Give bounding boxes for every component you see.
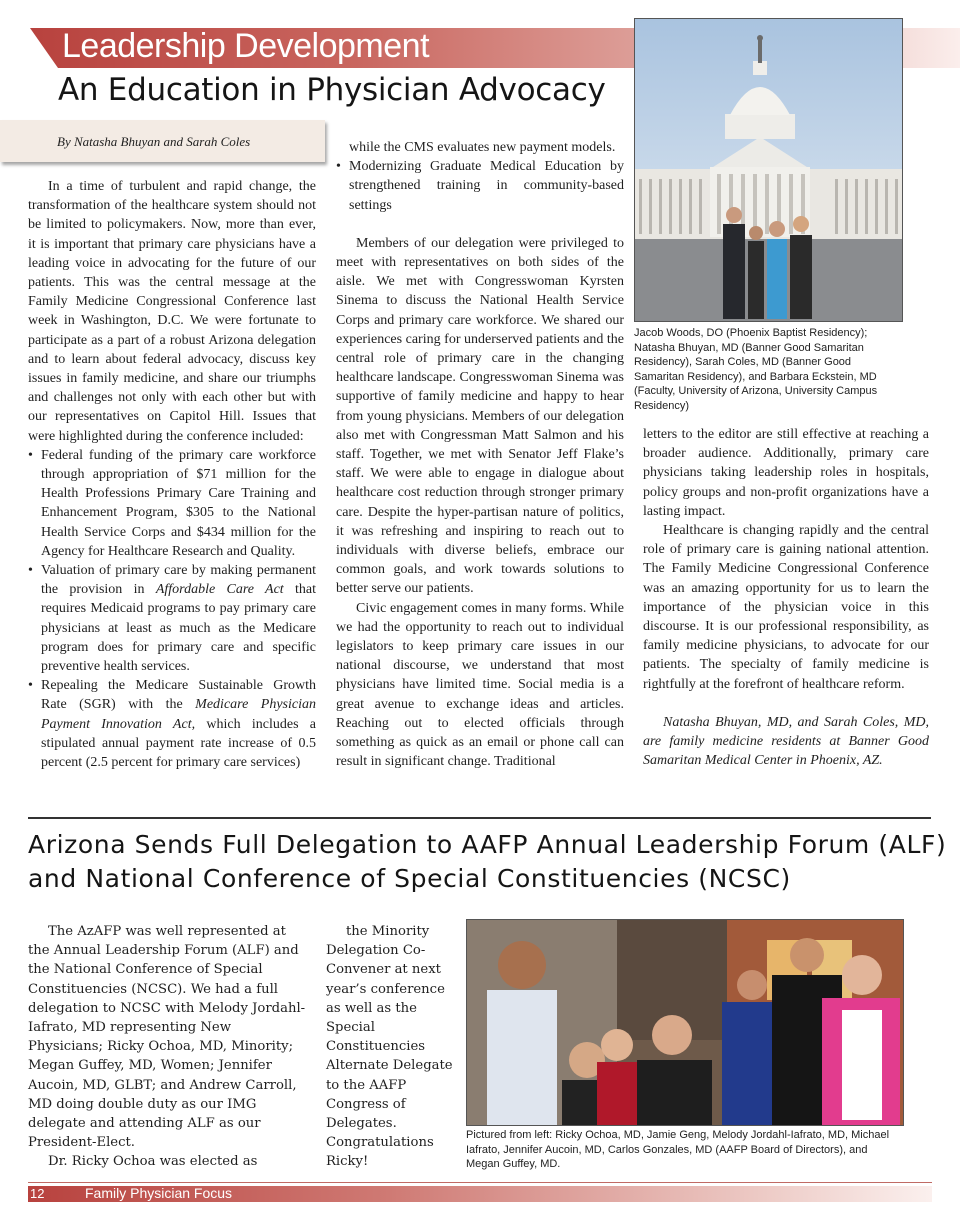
bullet-text: Repealing the Medicare Sustainable Growth Rate (SGR) with the (41, 678, 316, 713)
second-article-column-2 (326, 922, 456, 1172)
section-label: Leadership Development (62, 27, 430, 65)
bullet-text: Modernizing Graduate Medical Education by strengthened training in community-based settings (349, 159, 624, 213)
bullet-text: which includes a stipulated annual payment rate increase of 0.5 percent (2.5 percent for primary care services) (41, 716, 317, 771)
bullet-text: Federal funding of the primary care workforce through appropriation of $71 million for the Health Professions Primary Care Training and Enhancement Program, $305 to the National Health Service Corps and $434 million for the Agency for Healthcare Research and Quality. (41, 447, 316, 559)
civic-paragraph: Civic engagement comes in many forms. While we had the opportunity to reach out to individual legislators to keep primary care issues in our national discourse, we understand that most physicians have limited time. Social media is a great avenue to exchange ideas and articles. Reaching out to elected officials through something as quick as an email or phone call can result in significant change. Traditional (336, 600, 624, 770)
list-item (41, 561, 316, 676)
bullet-text: while the CMS evaluates new payment models. (349, 140, 616, 155)
bullet-text: Valuation of primary care by making permanent the provision in (41, 563, 316, 598)
footer-rule (28, 1182, 932, 1183)
group-photo-caption: Pictured from left: Ricky Ochoa, MD, Jamie Geng, Melody Jordahl-Iafrato, MD, Michael Iafrato, Jennifer Aucoin, MD, Carlos Gonzales, MD (AAFP Board of Directors), and Megan Guffey, MD. (466, 1129, 890, 1171)
section-divider (28, 817, 931, 819)
article-title: An Education in Physician Advocacy (58, 72, 606, 108)
issues-list-continued (336, 138, 624, 215)
bullet-text: that requires Medicaid programs to pay primary care physicians at least as much as the Medicare program does for primary care and specific preventive health services. (41, 582, 317, 675)
article-column-1 (28, 177, 316, 772)
issues-list (28, 446, 316, 772)
intro-paragraph: In a time of turbulent and rapid change, the transformation of the healthcare system should not be limited to policymakers. Now, more than ever, it is important that primary care physicians have a leading voice in advocating for the future of our patients. This was the central message at the Family Medicine Congressional Conference last week in Washington, D.C. We were fortunate to participate as a part of a robust Arizona delegation and to learn about federal advocacy, discuss key issues in family medicine, and share our triumphs and challenges not only with each other but with our representatives on Capitol Hill. Issues that were highlighted during the conference included: (28, 179, 316, 444)
list-item (41, 676, 316, 772)
delegation-paragraph: The AzAFP was well represented at the Annual Leadership Forum (ALF) and the National Conference of Special Constituencies (NCSC). We had a full delegation to NCSC with Melody Jordahl-Iafrato, MD representing New Physicians; Ricky Ochoa, MD, Minority; Megan Guffey, MD, Women; Jennifer Aucoin, MD, GLBT; and Andrew Carroll, MD doing double duty as our IMG delegate and attending ALF as our President-Elect. (28, 924, 306, 1151)
capitol-photo-caption: Jacob Woods, DO (Phoenix Baptist Residency); Natasha Bhuyan, MD (Banner Good Samaritan Residency), Sarah Coles, MD (Banner Good Samaritan Residency), and Barbara Eckstein, MD (Faculty, University of Arizona, University Campus Residency) (634, 327, 878, 412)
byline: By Natasha Bhuyan and Sarah Coles (57, 134, 251, 149)
capitol-photo (634, 18, 903, 322)
act-name: Medicare Physician Payment Innovation Act, (41, 697, 316, 732)
second-article-column-1 (28, 922, 310, 1172)
page-number: 12 (30, 1186, 45, 1201)
delegation-group-photo (466, 919, 904, 1126)
article-column-3 (643, 425, 929, 770)
changing-paragraph: Healthcare is changing rapidly and the central role of primary care is gaining national attention. The Family Medicine Congressional Conference was an amazing opportunity for us to learn the importance of the physician voice in this discourse. It is our professional responsibility, as family medicine physicians, to advocate for our patients. The specialty of family medicine is rightfully at the forefront of healthcare reform. (643, 523, 929, 692)
list-item (349, 157, 624, 215)
publication-name: Family Physician Focus (85, 1185, 233, 1201)
author-signature: Natasha Bhuyan, MD, and Sarah Coles, MD, are family medicine residents at Banner Good Samaritan Medical Center in Phoenix, AZ. (643, 714, 929, 769)
second-article-title: Arizona Sends Full Delegation to AAFP Annual Leadership Forum (ALF) and National Conference of Special Constituencies (NCSC) (28, 830, 947, 893)
list-item (41, 446, 316, 561)
civic-paragraph-continued: letters to the editor are still effective at reaching a broader audience. Additionally, primary care physicians taking leadership roles in hospitals, policy groups and non-profit organizations have a lasting impact. (643, 427, 929, 519)
members-paragraph: Members of our delegation were privileged to meet with representatives on both sides of the aisle. We met with Congresswoman Kyrsten Sinema to discuss the National Health Service Corps and primary care workforce. We shared our experiences caring for underserved patients and the central role of primary care in the changing healthcare landscape. Congresswoman Sinema was supportive of family medicine and happy to hear from young physicians. Members of our delegation also met with Congressman Matt Salmon and his staff. Together, we met with Senator Jeff Flake’s staff. We were able to engage in dialogue about healthcare cost reduction through stronger primary care. Despite the hyper-partisan nature of politics, it was refreshing and inspiring to reach out to individuals with diverse beliefs, embrace our common goals, and work towards solutions to better serve our patients. (336, 235, 624, 597)
election-paragraph: Dr. Ricky Ochoa was elected as (48, 1154, 258, 1170)
article-column-2 (336, 138, 624, 772)
list-item-continued (349, 138, 624, 157)
act-name: Affordable Care Act (155, 582, 284, 598)
election-paragraph-continued: the Minority Delegation Co-Convener at next year’s conference as well as the Special Constituencies Alternate Delegate to the AAFP Congress of Delegates. Congratulations Ricky! (326, 924, 453, 1170)
